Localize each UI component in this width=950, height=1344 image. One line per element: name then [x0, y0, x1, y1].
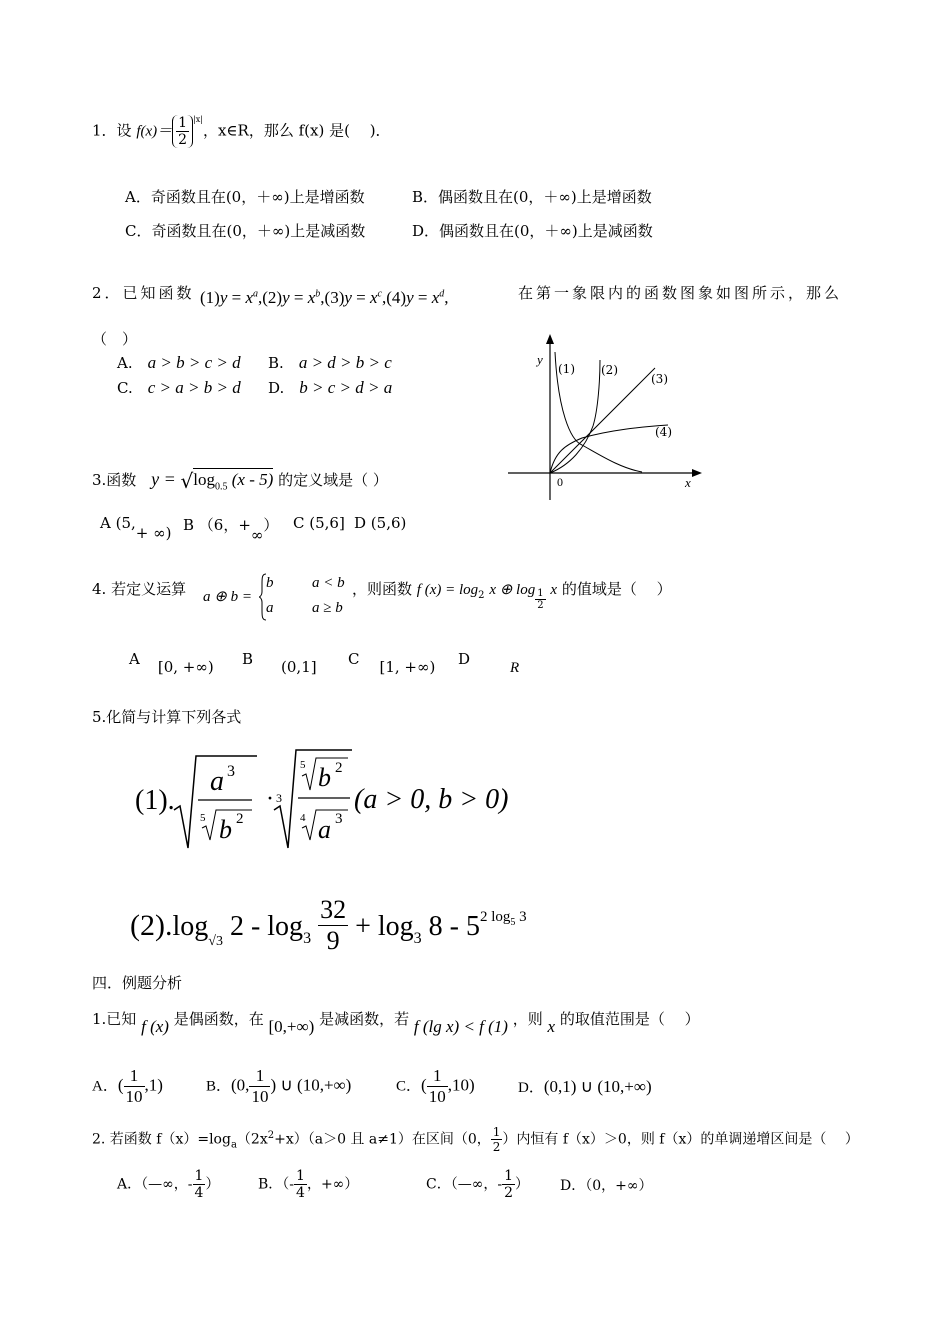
- curve-2: [550, 360, 600, 473]
- example1-option-c[interactable]: C．( $\frac{1}{10}$ ,10): [396, 1066, 475, 1106]
- example1-option-b[interactable]: B．(0, $\frac{1}{10}$ ) ∪ (10,+∞): [206, 1066, 352, 1106]
- example1-option-d[interactable]: D．(0,1) ∪ (10,+∞): [518, 1077, 652, 1096]
- svg-text:5: 5: [300, 759, 306, 771]
- q2-stem-rest: 在第一象限内的函数图象如图所示，那么: [518, 284, 843, 302]
- q1-option-c[interactable]: C．奇函数且在(0，＋∞)上是减函数: [125, 222, 366, 240]
- q4-option-d[interactable]: D R: [458, 650, 520, 676]
- q1-stem: 1．设 f(x)＝ $\frac{1}{2}$ $^{|x|}$，x∈R，那么 f(x) 是( )．: [92, 115, 391, 148]
- svg-text:a: a: [318, 815, 331, 844]
- y-axis-label: y: [537, 352, 543, 367]
- q5-title: 5.化简与计算下列各式: [92, 708, 242, 726]
- q4-case1-cond: a < b: [312, 575, 345, 591]
- svg-text:3: 3: [335, 811, 343, 827]
- q1-option-b[interactable]: B．偶函数且在(0，＋∞)上是增函数: [412, 188, 652, 206]
- q3-option-c[interactable]: C (5,6]: [293, 514, 345, 532]
- svg-text:3: 3: [276, 791, 282, 805]
- example2-option-b[interactable]: B．（- $\frac{1}{4}$ ，+∞）: [258, 1168, 359, 1201]
- curve-4: [550, 425, 668, 473]
- q2-option-a[interactable]: A. a > b > c > d: [117, 353, 241, 372]
- example2-option-a[interactable]: A．（—∞，- $\frac{1}{4}$ ）: [117, 1168, 220, 1201]
- curve-3-label: (3): [651, 372, 668, 386]
- curve-4-label: (4): [655, 425, 672, 439]
- svg-text:·: ·: [266, 786, 274, 812]
- svg-text:2: 2: [236, 811, 244, 827]
- q4-option-a[interactable]: A [0, +∞): [129, 650, 214, 676]
- q4-case2-val: a: [266, 600, 274, 616]
- example1-option-a[interactable]: A．( $\frac{1}{10}$ ,1): [92, 1066, 163, 1106]
- svg-text:b: b: [219, 815, 232, 844]
- curve-2-label: (2): [601, 363, 618, 377]
- origin-label: 0: [557, 475, 563, 489]
- q5-part1-label: (1).: [135, 785, 175, 816]
- section-4-title: 四．例题分析: [92, 974, 183, 992]
- power-function-graph: [500, 330, 710, 505]
- q2-option-b[interactable]: B. a > d > b > c: [268, 353, 392, 372]
- q5-part1-condition: (a > 0, b > 0): [354, 784, 509, 815]
- example1-stem: 1.已知 f (x) 是偶函数，在 [0,+∞) 是减函数，若 f (lg x) < f (1) ，则 x 的取值范围是（ ）: [92, 1010, 700, 1036]
- svg-text:4: 4: [300, 812, 306, 824]
- q1-option-a[interactable]: A．奇函数且在(0，＋∞)上是增函数: [125, 188, 365, 206]
- q4-stem-mid: ，则函数 f $(x) = \log_2 x$ ⊕ log $\frac{1}{2}$ x 的值域是（ ）: [352, 580, 672, 611]
- svg-text:b: b: [318, 763, 331, 792]
- q4-case2-cond: a ≥ b: [312, 600, 343, 616]
- q3-option-b[interactable]: B （6，+∞）: [183, 516, 279, 544]
- q2-functions: $(1)y = x^a,(2)y = x^b,(3)y = x^c,(4)y = x^d$,: [200, 288, 449, 307]
- q2-paren: （ ）: [92, 330, 138, 348]
- q5-part2: $(2).\log_{√3}$ $2 - \log_3$ $\frac{32}{9}$ + $\log_3 8 - 5^{2 log_5 3}$: [130, 895, 527, 955]
- q3-option-d[interactable]: D (5,6): [354, 514, 407, 532]
- svg-text:5: 5: [200, 812, 206, 824]
- q4-option-b[interactable]: B (0,1]: [242, 650, 317, 676]
- svg-text:a: a: [210, 766, 224, 797]
- svg-text:2: 2: [335, 760, 343, 776]
- q4-option-c[interactable]: C [1, +∞): [348, 650, 436, 676]
- curve-1-label: (1): [558, 362, 575, 376]
- q2-stem: 2．已知函数: [92, 284, 195, 302]
- svg-text:3: 3: [227, 763, 235, 780]
- q4-stem: 4. 若定义运算: [92, 580, 187, 598]
- q2-option-c[interactable]: C. c > a > b > d: [117, 378, 241, 397]
- q3-option-a[interactable]: A (5,+ ∞): [100, 514, 172, 542]
- q4-case1-val: b: [266, 575, 274, 591]
- x-axis-label: x: [685, 475, 691, 490]
- q3-stem: 3.函数 $y = √\log_{0.5}$ (x - 5) 的定义域是（ ）: [92, 469, 388, 493]
- q4-def-lhs: a ⊕ b =: [203, 589, 252, 605]
- q1-option-d[interactable]: D．偶函数且在(0，＋∞)上是减函数: [412, 222, 653, 240]
- q2-option-d[interactable]: D. b > c > d > a: [268, 378, 393, 397]
- example2-stem: 2. 若函数 $f(x)=\log_a(2x^2+x)(a>0$ 且 a≠1）在区间（0， $\frac{1}{2}$ ）内恒有 f（x）＞0，则 f（x）的单调递增区间是（ ）: [92, 1125, 859, 1154]
- example2-option-c[interactable]: C．（—∞，- $\frac{1}{2}$ ）: [426, 1168, 530, 1201]
- example2-option-d[interactable]: D．（0，+∞）: [560, 1178, 653, 1194]
